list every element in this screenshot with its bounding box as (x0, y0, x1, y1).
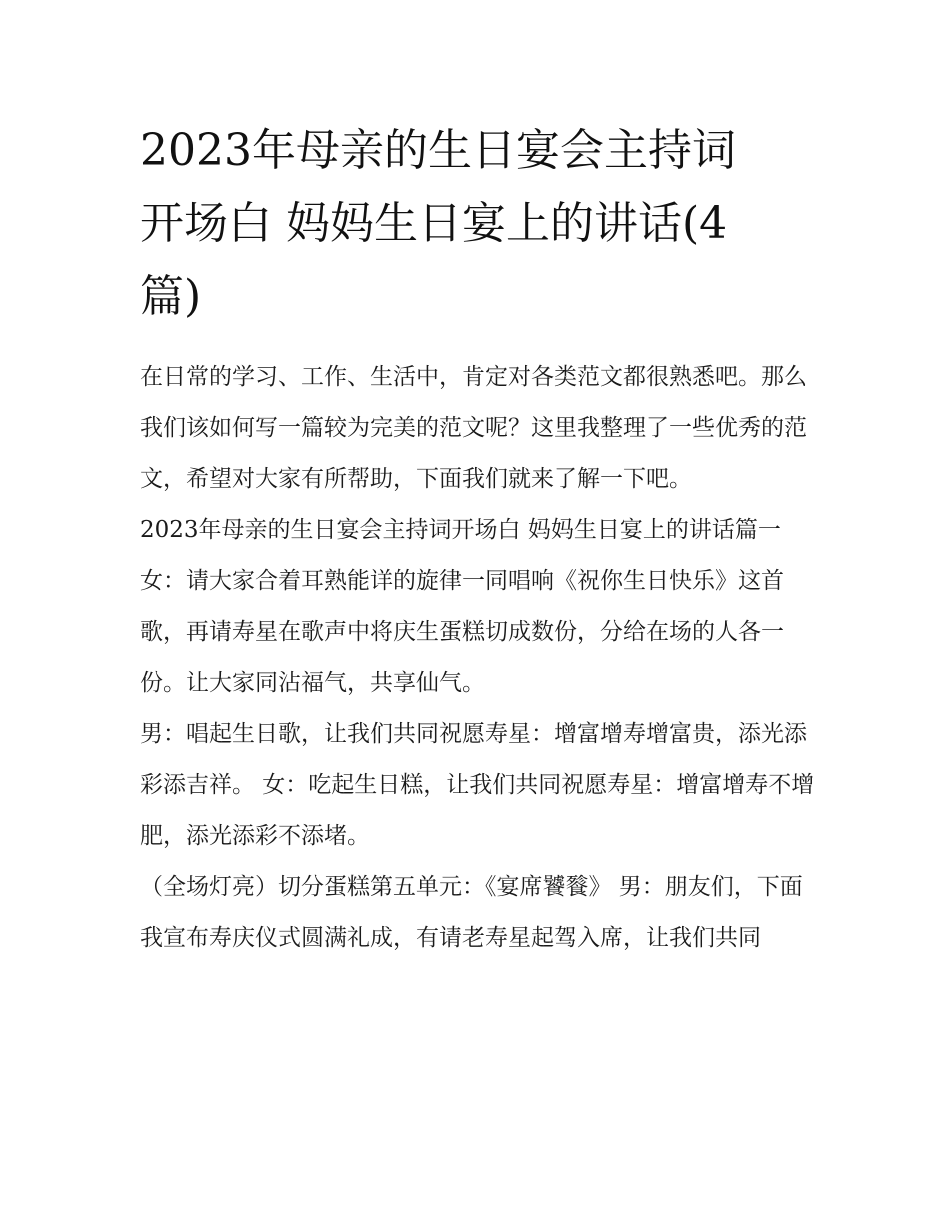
document-title (140, 114, 820, 333)
speech-paragraph-male: 男：唱起生日歌，让我们共同祝愿寿星：增富增寿增富贵，添光添彩添吉祥。 女：吃起生日糕，让我们共同祝愿寿星：增富增寿不增肥，添光添彩不添堵。 (140, 721, 815, 849)
title-line-3: 篇) (140, 271, 202, 322)
document-body (140, 352, 820, 964)
intro-paragraph: 在日常的学习、工作、生活中，肯定对各类范文都很熟悉吧。那么我们该如何写一篇较为完美的范文呢？这里我整理了一些优秀的范文，希望对大家有所帮助，下面我们就来了解一下吧。 (140, 364, 807, 492)
title-line-1: 2023年母亲的生日宴会主持词 (140, 125, 736, 176)
speech-paragraph-female: 女：请大家合着耳熟能详的旋律一同唱响《祝你生日快乐》这首歌，再请寿星在歌声中将庆生蛋糕切成数份，分给在场的人各一份。让大家同沾福气，共享仙气。 (140, 568, 784, 696)
section-heading: 2023年母亲的生日宴会主持词开场白 妈妈生日宴上的讲话篇一 (140, 517, 781, 543)
title-line-2: 开场白 妈妈生日宴上的讲话(4 (140, 198, 728, 249)
speech-paragraph-cake: （全场灯亮）切分蛋糕第五单元：《宴席饕餮》 男：朋友们，下面我宣布寿庆仪式圆满礼成，有请老寿星起驾入席，让我们共同 (140, 874, 803, 951)
